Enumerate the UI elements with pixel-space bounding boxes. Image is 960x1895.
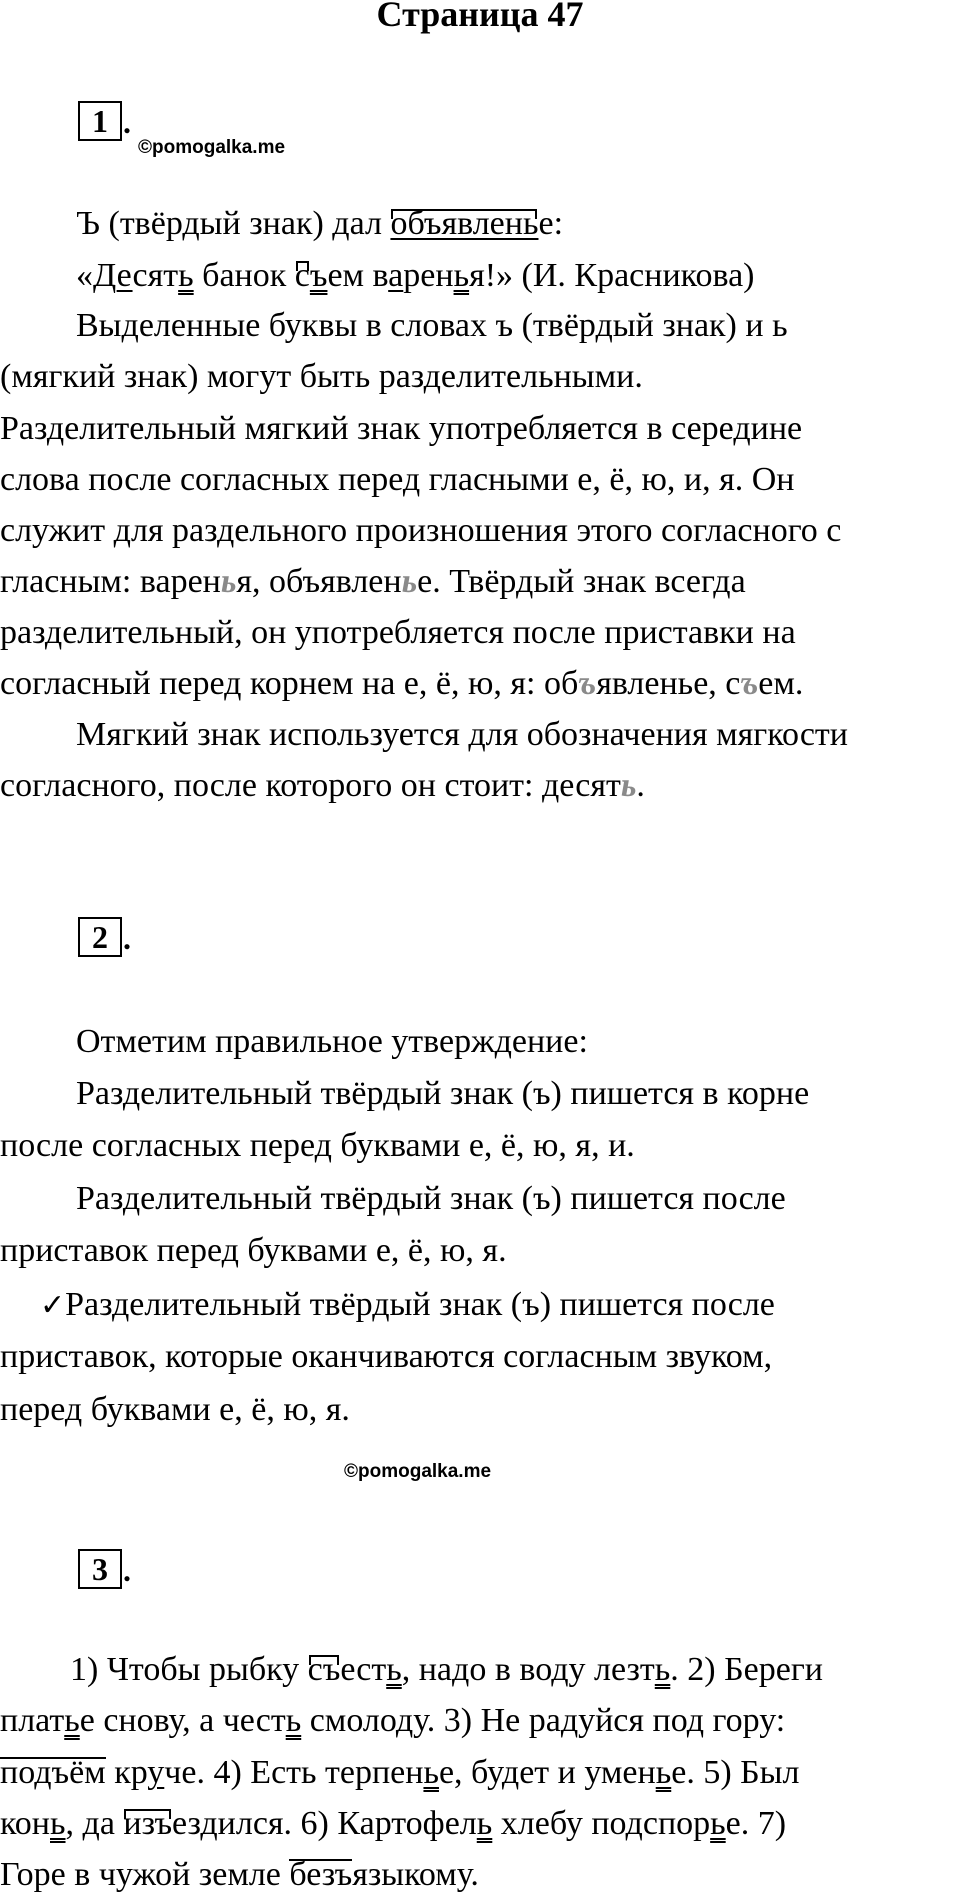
task-2-intro: Отметим правильное утверждение: — [76, 1023, 588, 1060]
word-objavlenye: объявлень — [390, 205, 539, 242]
task-1-number: 1 — [78, 101, 122, 141]
text-line: согласного, после которого он стоит: десять. — [0, 767, 645, 804]
task-1-dot: . — [123, 104, 131, 140]
option-1-line-1: Разделительный твёрдый знак (ъ) пишется в корне — [76, 1075, 810, 1112]
option-2-line-1: Разделительный твёрдый знак (ъ) пишется после — [76, 1180, 786, 1217]
option-3-line-1: ✓Разделительный твёрдый знак (ъ) пишется после — [40, 1286, 775, 1323]
text-line: Выделенные буквы в словах ъ (твёрдый знак) и ь — [76, 307, 788, 344]
checkmark-icon: ✓ — [40, 1288, 66, 1323]
text-line: служит для раздельного произношения этого согласного с — [0, 512, 842, 549]
task-3-dot: . — [123, 1552, 131, 1588]
task-2-number: 2 — [78, 917, 122, 957]
text-line: (мягкий знак) могут быть разделительными. — [0, 358, 643, 395]
option-2-line-2: приставок перед буквами е, ё, ю, я. — [0, 1232, 507, 1269]
watermark: ©pomogalka.me — [138, 137, 286, 158]
text-line: Разделительный мягкий знак употребляется в середине — [0, 410, 803, 447]
task-3-number: 3 — [78, 1549, 122, 1589]
text-line: слова после согласных перед гласными е, ё, ю, и, я. Он — [0, 461, 795, 498]
poem-line-1: Ъ (твёрдый знак) дал объявленье: — [76, 205, 564, 242]
text-line: разделительный, он употребляется после приставки на — [0, 614, 796, 651]
option-3-line-2: приставок, которые оканчиваются согласным звуком, — [0, 1338, 773, 1375]
text-line: гласным: варенья, объявленье. Твёрдый знак всегда — [0, 563, 746, 600]
proverb-line: 1) Чтобы рыбку съесть, надо в воду лезть. 2) Береги — [70, 1651, 823, 1688]
option-3-line-3: перед буквами е, ё, ю, я. — [0, 1391, 350, 1428]
task-2-dot: . — [123, 920, 131, 956]
text-line: Мягкий знак используется для обозначения мягкости — [76, 716, 848, 753]
proverb-line: Горе в чужой земле безъязыкому. — [0, 1856, 479, 1893]
proverb-line: конь, да изъездился. 6) Картофель хлебу подспорье. 7) — [0, 1805, 787, 1842]
watermark: ©pomogalka.me — [344, 1461, 492, 1482]
poem-line-2: «Десять банок съем варенья!» (И. Красникова) — [76, 257, 755, 294]
option-1-line-2: после согласных перед буквами е, ё, ю, я, и. — [0, 1127, 635, 1164]
proverb-line: платье снову, а честь смолоду. 3) Не радуйся под гору: — [0, 1702, 786, 1739]
page-title: Страница 47 — [376, 0, 584, 34]
proverb-line: подъём круче. 4) Есть терпенье, будет и уменье. 5) Был — [0, 1754, 800, 1791]
text-line: согласный перед корнем на е, ё, ю, я: объявленье, съем. — [0, 665, 804, 702]
